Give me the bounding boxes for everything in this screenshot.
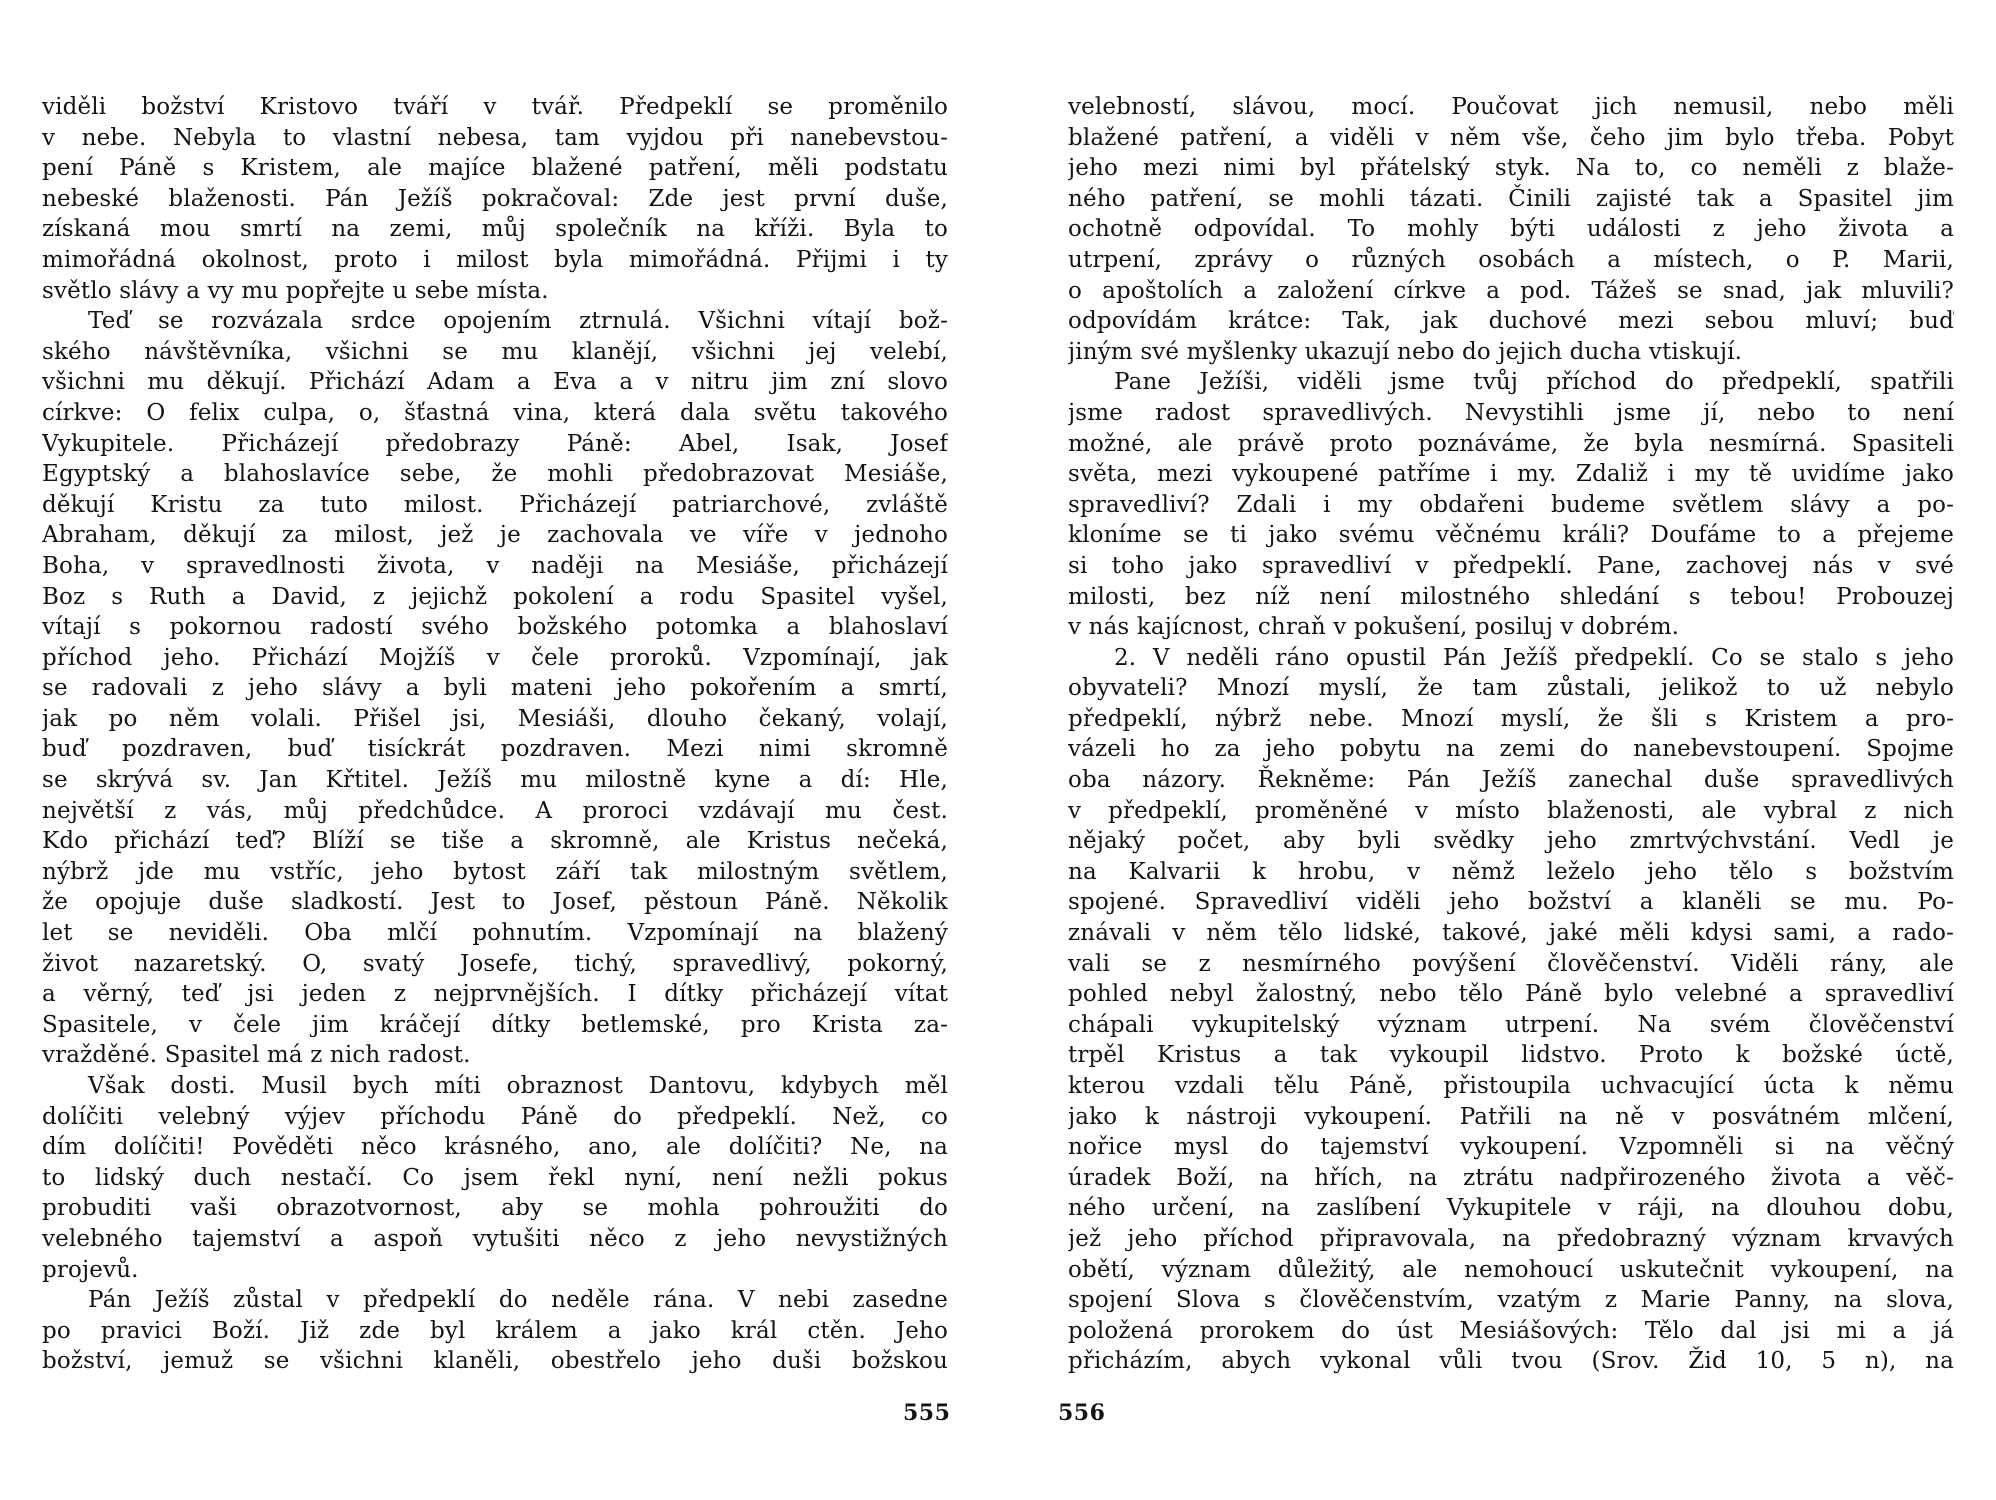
text-line: že opojuje duše sladkostí. Jest to Josef, pěstoun Páně. Několik	[42, 889, 948, 916]
text-line: jiným své myšlenky ukazují nebo do jejich ducha vtiskují.	[1068, 338, 1743, 365]
right-page-text	[1068, 92, 1954, 1377]
text-line: vítají s pokornou radostí svého božského potomka a blahoslaví	[42, 614, 948, 641]
text-line: děkují Kristu za tuto milost. Přicházejí patriarchové, zvláště	[42, 491, 948, 518]
text-line: získaná mou smrtí na zemi, můj společník na kříži. Byla to	[42, 216, 948, 243]
text-line: obětí, význam důležitý, ale nemohoucí uskutečnit vykoupení, na	[1068, 1256, 1954, 1283]
text-line: vázeli ho za jeho pobytu na zemi do nanebevstoupení. Spojme	[1068, 736, 1954, 763]
text-line: buď pozdraven, buď tisíckrát pozdraven. Mezi nimi skromně	[42, 736, 948, 763]
text-line: v nás kajícnost, chraň v pokušení, posiluj v dobrém.	[1068, 614, 1680, 641]
text-line: Abraham, děkují za milost, jež je zachovala ve víře v jednoho	[42, 522, 948, 549]
text-line: znávali v něm tělo lidské, takové, jaké měli kdysi sami, a rado-	[1068, 920, 1954, 947]
text-line: vali se z nesmírného povýšení člověčenství. Viděli rány, ale	[1068, 950, 1954, 977]
text-line: ochotně odpovídal. To mohly býti události z jeho života a	[1068, 216, 1954, 243]
text-line: kloníme se ti jako svému věčnému králi? Doufáme to a přejeme	[1068, 522, 1954, 549]
text-line: všichni mu děkují. Přichází Adam a Eva a v nitru jim zní slovo	[42, 369, 948, 396]
text-line: pení Páně s Kristem, ale majíce blažené patření, měli podstatu	[42, 155, 948, 182]
text-line: na Kalvarii k hrobu, v němž leželo jeho tělo s božstvím	[1068, 858, 1954, 885]
text-line: projevů.	[42, 1256, 139, 1283]
text-line: blažené patření, a viděli v něm vše, čeho jim bylo třeba. Pobyt	[1068, 124, 1954, 151]
text-line: oba názory. Řekněme: Pán Ježíš zanechal duše spravedlivých	[1068, 767, 1954, 794]
text-line: obyvateli? Mnozí myslí, že tam zůstali, jelikož to už nebylo	[1068, 675, 1954, 702]
text-line: Spasitele, v čele jim kráčejí dítky betlemské, pro Krista za-	[42, 1011, 948, 1038]
text-line: se skrývá sv. Jan Křtitel. Ježíš mu milostně kyne a dí: Hle,	[42, 767, 948, 794]
text-line: to lidský duch nestačí. Co jsem řekl nyní, není nežli pokus	[42, 1164, 948, 1191]
text-line: vražděné. Spasitel má z nich radost.	[42, 1042, 471, 1069]
text-line: světa, mezi vykoupené patříme i my. Zdaliž i my tě uvidíme jako	[1068, 461, 1954, 488]
text-line: jež jeho příchod připravovala, na předobrazný význam krvavých	[1068, 1225, 1954, 1252]
text-line: církve: O felix culpa, o, šťastná vina, která dala světu takového	[42, 399, 948, 426]
text-line: Teď se rozvázala srdce opojením ztrnulá. Všichni vítají bož-	[88, 308, 948, 335]
text-line: dolíčiti velebný výjev příchodu Páně do předpeklí. Než, co	[42, 1103, 948, 1130]
text-line: ného patření, se mohli tázati. Činili zajisté tak a Spasitel jim	[1068, 185, 1954, 212]
text-line: božství, jemuž se všichni klaněli, obestřelo jeho duši božskou	[42, 1348, 948, 1375]
text-line: předpeklí, nýbrž nebe. Mnozí myslí, že šli s Kristem a pro-	[1068, 705, 1954, 732]
text-line: milosti, bez níž není milostného shledání s tebou! Probouzej	[1068, 583, 1954, 610]
text-line: velebného tajemství a aspoň vytušiti něco z jeho nevystižných	[42, 1225, 948, 1252]
text-line: let se neviděli. Oba mlčí pohnutím. Vzpomínají na blažený	[42, 920, 948, 947]
text-line: život nazaretský. O, svatý Josefe, tichý, spravedlivý, pokorný,	[42, 950, 948, 977]
text-line: nebeské blaženosti. Pán Ježíš pokračoval: Zde jest první duše,	[42, 185, 948, 212]
text-line: spravedliví? Zdali i my obdařeni budeme světlem slávy a po-	[1068, 491, 1954, 518]
text-line: Boz s Ruth a David, z jejichž pokolení a rodu Spasitel vyšel,	[42, 583, 948, 610]
text-line: přicházím, abych vykonal vůli tvou (Srov. Žid 10, 5 n), na	[1068, 1348, 1954, 1375]
text-line: po pravici Boží. Již zde byl králem a jako král ctěn. Jeho	[42, 1317, 948, 1344]
text-line: pohled nebyl žalostný, nebo tělo Páně bylo velebné a spravedliví	[1068, 981, 1954, 1008]
text-line: příchod jeho. Přichází Mojžíš v čele proroků. Vzpomínají, jak	[42, 644, 948, 671]
text-line: spojení Slova s člověčenstvím, vzatým z Marie Panny, na slova,	[1068, 1287, 1954, 1314]
text-line: nýbrž jde mu vstříc, jeho bytost září tak milostným světlem,	[42, 858, 948, 885]
text-line: a věrný, teď jsi jeden z nejprvnějších. I dítky přicházejí vítat	[42, 981, 948, 1008]
text-line: velebností, slávou, mocí. Poučovat jich nemusil, nebo měli	[1068, 94, 1954, 120]
text-line: Vykupitele. Přicházejí předobrazy Páně: Abel, Isak, Josef	[42, 430, 948, 457]
text-line: ného určení, na zaslíbení Vykupitele v ráji, na dlouhou dobu,	[1068, 1195, 1954, 1222]
text-line: nějaký počet, aby byli svědky jeho zmrtvýchvstání. Vedl je	[1068, 828, 1954, 855]
text-line: v předpeklí, proměněné v místo blaženosti, ale vybral z nich	[1068, 797, 1954, 824]
text-line: jsme radost spravedlivých. Nevystihli jsme jí, nebo to není	[1068, 399, 1954, 426]
text-line: Egyptský a blahoslavíce sebe, že mohli předobrazovat Mesiáše,	[42, 461, 948, 488]
text-line: se radovali z jeho slávy a byli mateni jeho pokořením a smrtí,	[42, 675, 948, 702]
text-line: chápali vykupitelský význam utrpení. Na svém člověčenství	[1068, 1011, 1954, 1038]
text-line: viděli božství Kristovo tváří v tvář. Předpeklí se proměnilo	[42, 94, 948, 120]
text-line: jeho mezi nimi byl přátelský styk. Na to, co neměli z blaže-	[1068, 155, 1954, 182]
text-line: probuditi vaši obrazotvornost, aby se mohla pohroužiti do	[42, 1195, 948, 1222]
text-line: úradek Boží, na hřích, na ztrátu nadpřirozeného života a věč-	[1068, 1164, 1954, 1191]
text-line: možné, ale právě proto poznáváme, že byla nesmírná. Spasiteli	[1068, 430, 1954, 457]
text-line: položená prorokem do úst Mesiášových: Tělo dal jsi mi a já	[1068, 1317, 1954, 1344]
text-line: ského návštěvníka, všichni se mu klanějí, všichni jej velebí,	[42, 338, 948, 365]
text-line: si toho jako spravedliví v předpeklí. Pane, zachovej nás v své	[1068, 552, 1954, 579]
text-line: spojené. Spravedliví viděli jeho božství a klaněli se mu. Po-	[1068, 889, 1954, 916]
text-line: Boha, v spravedlnosti života, v naději na Mesiáše, přicházejí	[42, 552, 948, 579]
left-page-text	[42, 92, 948, 1377]
text-line: světlo slávy a vy mu popřejte u sebe místa.	[42, 277, 549, 304]
right-page-number: 556	[1058, 1400, 1106, 1426]
left-page-number: 555	[903, 1400, 951, 1426]
text-line: Pán Ježíš zůstal v předpeklí do neděle rána. V nebi zasedne	[88, 1287, 948, 1314]
text-line: v nebe. Nebyla to vlastní nebesa, tam vyjdou při nanebevstou-	[42, 124, 948, 151]
text-line: utrpení, zprávy o různých osobách a místech, o P. Marii,	[1068, 246, 1954, 273]
left-page	[42, 92, 948, 1377]
text-line: Pane Ježíši, viděli jsme tvůj příchod do předpeklí, spatřili	[1114, 369, 1954, 396]
text-line: odpovídám krátce: Tak, jak duchové mezi sebou mluví; buď	[1068, 308, 1954, 335]
text-line: trpěl Kristus a tak vykoupil lidstvo. Proto k božské úctě,	[1068, 1042, 1954, 1069]
text-line: největší z vás, můj předchůdce. A proroci vzdávají mu čest.	[42, 797, 948, 824]
text-line: jako k nástroji vykoupení. Patřili na ně v posvátném mlčení,	[1068, 1103, 1954, 1130]
text-line: Kdo přichází teď? Blíží se tiše a skromně, ale Kristus nečeká,	[42, 828, 948, 855]
text-line: kterou vzdali tělu Páně, přistoupila uchvacující úcta k němu	[1068, 1073, 1954, 1099]
text-line: Však dosti. Musil bych míti obraznost Dantovu, kdybych měl	[88, 1073, 948, 1099]
text-line: dím dolíčiti! Pověděti něco krásného, ano, ale dolíčiti? Ne, na	[42, 1134, 948, 1161]
text-line: jak po něm volali. Přišel jsi, Mesiáši, dlouho čekaný, volají,	[42, 705, 948, 732]
text-line: 2. V neděli ráno opustil Pán Ježíš předpeklí. Co se stalo s jeho	[1114, 644, 1954, 671]
text-line: o apoštolích a založení církve a pod. Tážeš se snad, jak mluvili?	[1068, 277, 1954, 304]
text-line: mimořádná okolnost, proto i milost byla mimořádná. Přijmi i ty	[42, 246, 948, 273]
text-line: nořice mysl do tajemství vykoupení. Vzpomněli si na věčný	[1068, 1134, 1954, 1161]
right-page	[1068, 92, 1954, 1377]
